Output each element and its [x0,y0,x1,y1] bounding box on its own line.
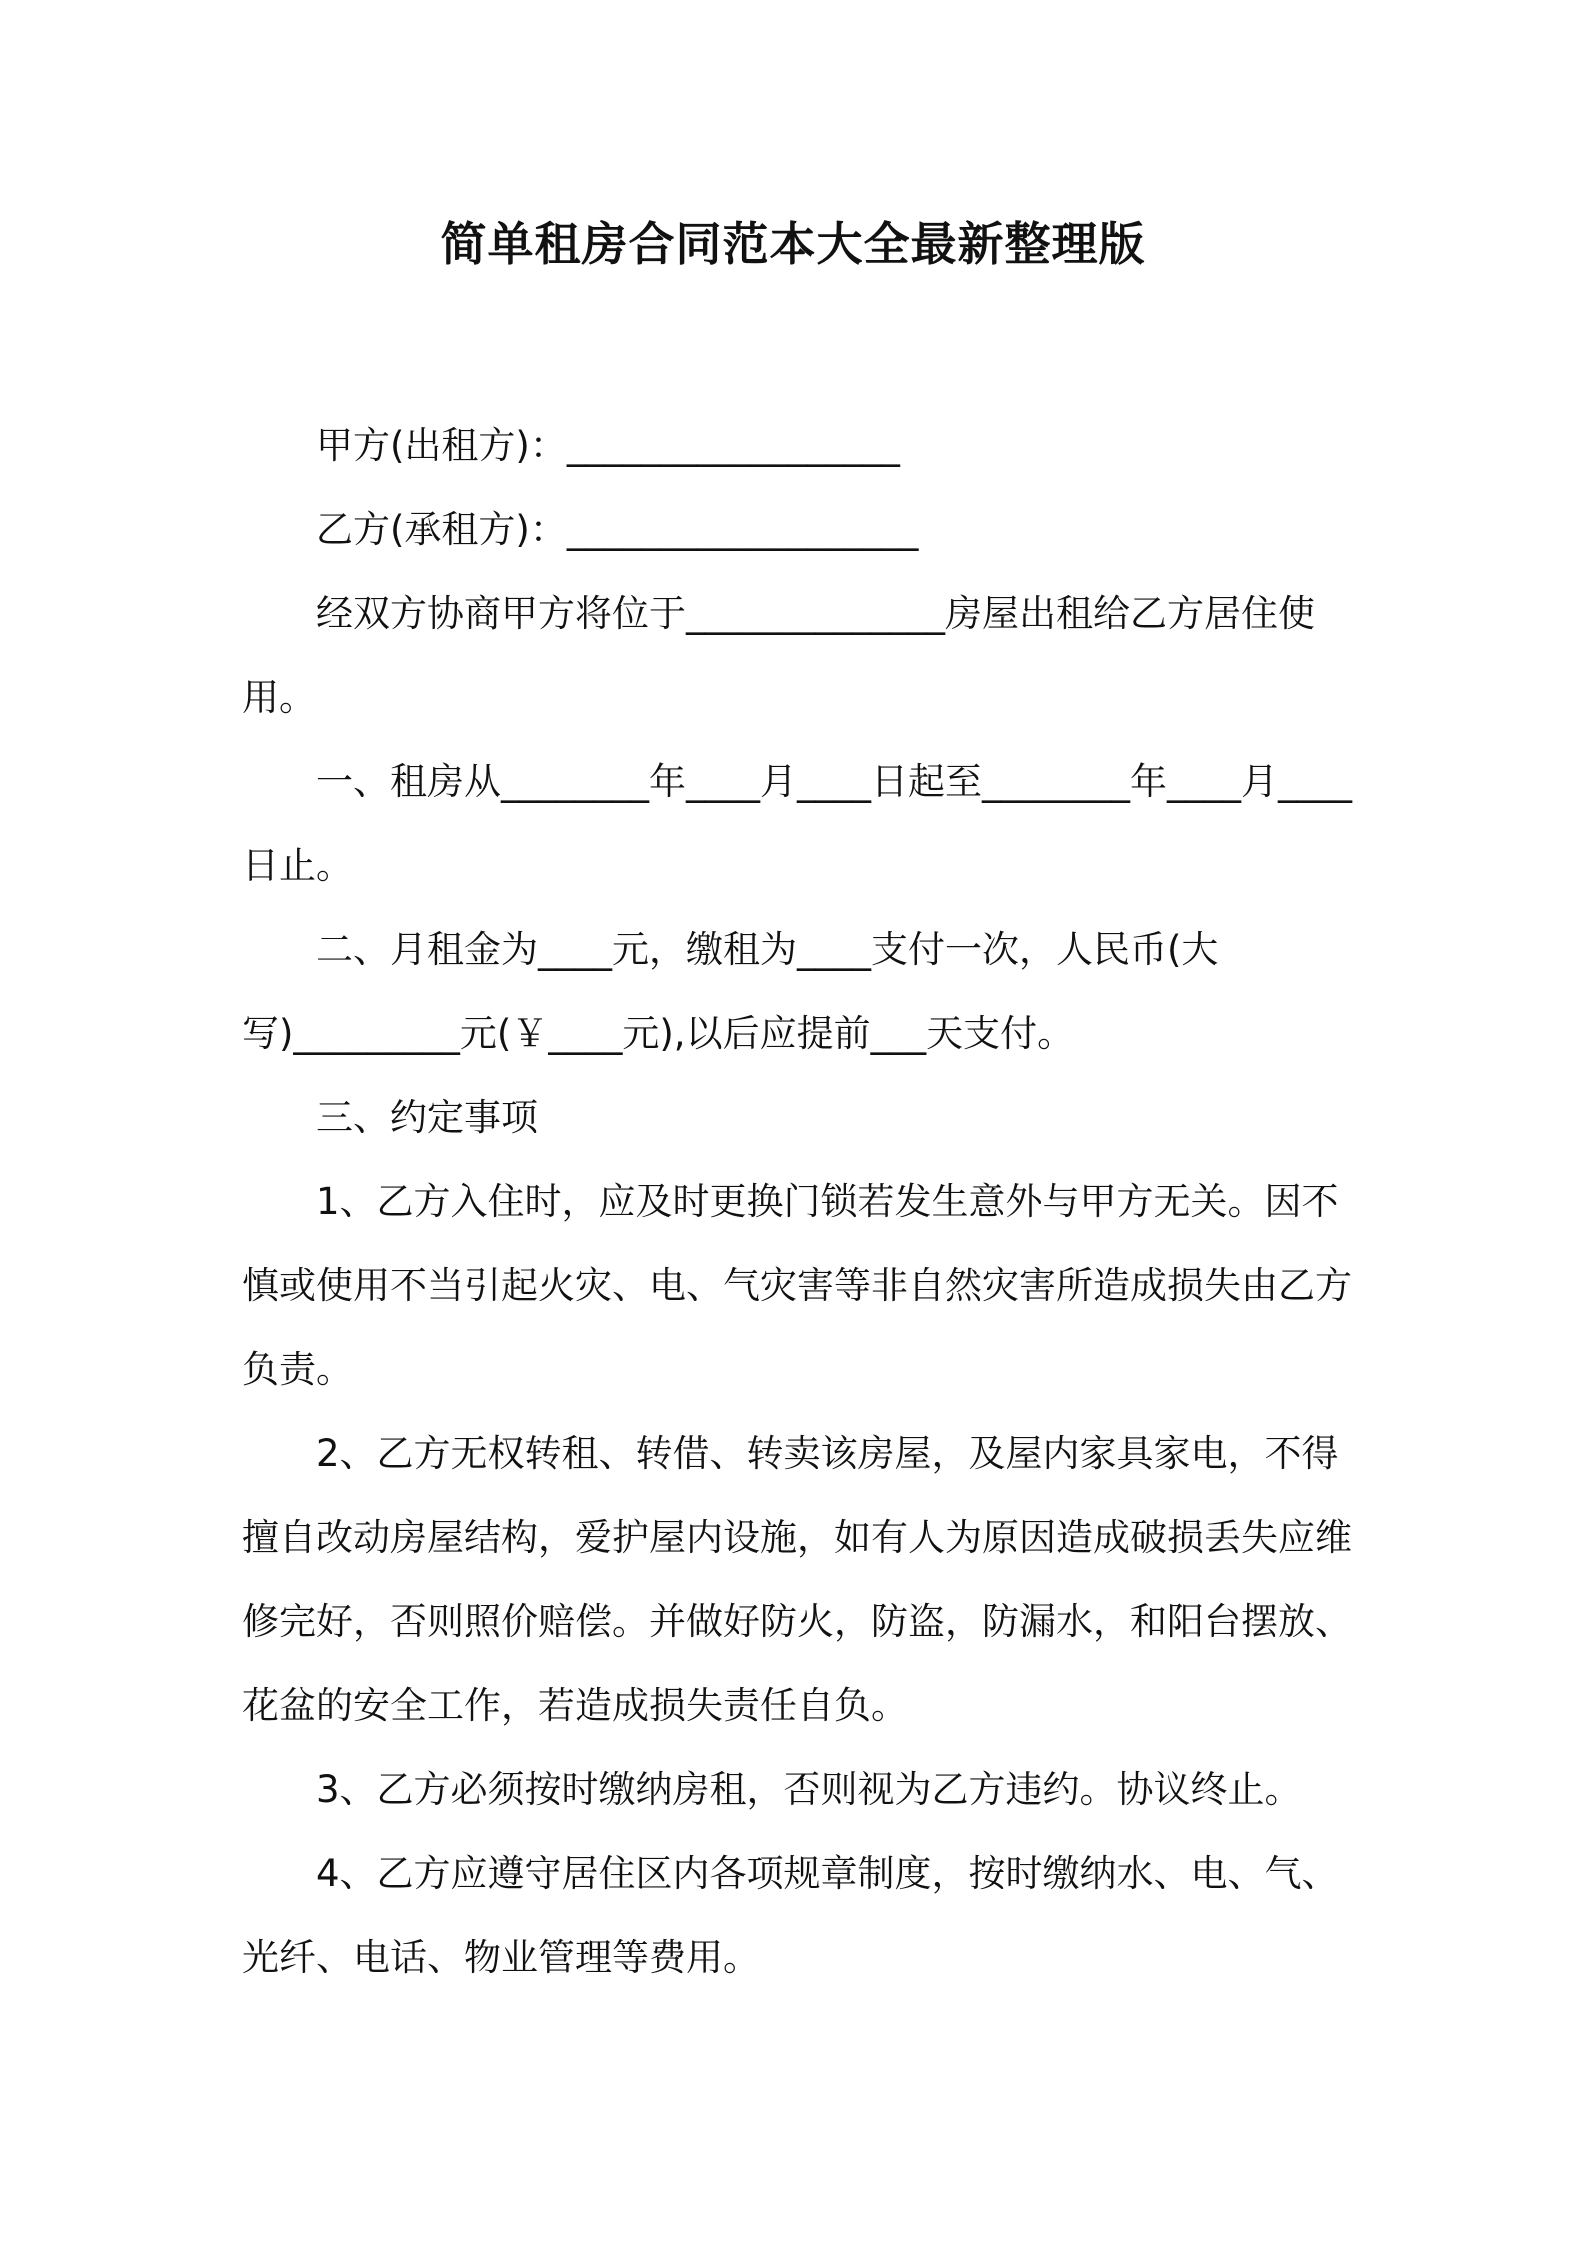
document-body [242,404,1362,2000]
clause-1: 1、乙方入住时，应及时更换门锁若发生意外与甲方无关。因不慎或使用不当引起火灾、电、气灾害等非自然灾害所造成损失由乙方负责。 [242,1180,1352,1391]
section-heading: 三、约定事项 [316,1096,538,1139]
clause-4: 4、乙方应遵守居住区内各项规章制度，按时缴纳水、电、气、光纤、电话、物业管理等费用。 [242,1852,1339,1979]
lease-term-paragraph: 一、租房从________年____月____日起至________年____月____日止。 [242,760,1352,887]
document-title: 简单租房合同范本大全最新整理版 [440,217,1146,271]
party-b-line: 乙方(承租方)：___________________ [316,508,919,551]
clause-3: 3、乙方必须按时缴纳房租，否则视为乙方违约。协议终止。 [316,1768,1302,1811]
rent-paragraph: 二、月租金为____元，缴租为____支付一次，人民币(大写)_________元(￥____元),以后应提前___天支付。 [242,928,1219,1055]
party-a-line: 甲方(出租方)：__________________ [316,424,900,467]
clause-2: 2、乙方无权转租、转借、转卖该房屋，及屋内家具家电，不得擅自改动房屋结构，爱护屋内设施，如有人为原因造成破损丢失应维修完好，否则照价赔偿。并做好防火，防盗，防漏水，和阳台摆放、花盆的安全工作，若造成损失责任自负。 [242,1432,1352,1727]
property-paragraph: 经双方协商甲方将位于______________房屋出租给乙方居住使用。 [242,592,1315,719]
